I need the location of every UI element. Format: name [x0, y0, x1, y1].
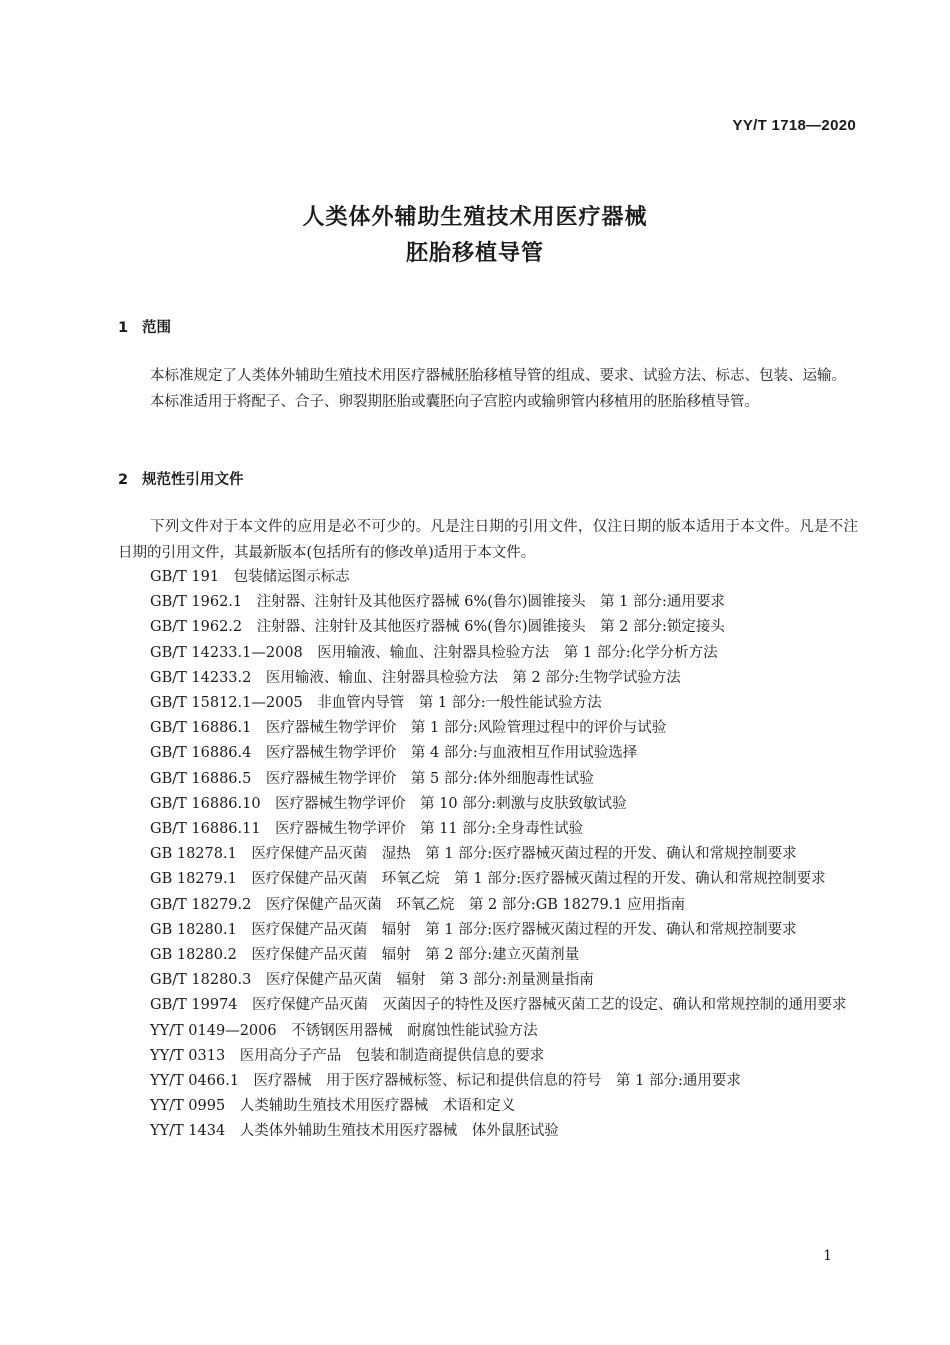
reference-code: YY/T 0995 [150, 1098, 226, 1115]
reference-code: YY/T 0149—2006 [150, 1022, 277, 1039]
reference-item [118, 893, 858, 918]
reference-item [118, 918, 858, 943]
standard-code: YY/T 1718—2020 [732, 117, 856, 134]
reference-item [118, 1119, 858, 1144]
reference-item [118, 968, 858, 993]
reference-code: GB/T 18279.2 [150, 896, 252, 913]
reference-item [118, 1094, 858, 1119]
reference-item [118, 691, 858, 716]
reference-title: 注射器、注射针及其他医疗器械 6%(鲁尔)圆锥接头 第 1 部分:通用要求 [256, 594, 725, 611]
reference-title: 医用输液、输血、注射器具检验方法 第 1 部分:化学分析方法 [317, 644, 718, 661]
reference-item [118, 741, 858, 766]
reference-item [118, 943, 858, 968]
reference-list [118, 565, 858, 1145]
reference-title: 医用输液、输血、注射器具检验方法 第 2 部分:生物学试验方法 [265, 669, 681, 686]
reference-item [118, 1044, 858, 1069]
reference-title: 医用高分子产品 包装和制造商提供信息的要求 [239, 1047, 545, 1064]
paragraph: 下列文件对于本文件的应用是必不可少的。凡是注日期的引用文件，仅注日期的版本适用于本文件。凡是不注日期的引用文件，其最新版本(包括所有的修改单)适用于本文件。 [118, 519, 858, 561]
document-title-line2: 胚胎移植导管 [405, 241, 544, 266]
reference-item [118, 993, 858, 1018]
paragraph: 本标准规定了人类体外辅助生殖技术用医疗器械胚胎移植导管的组成、要求、试验方法、标志、包装、运输。 [150, 368, 846, 384]
reference-code: GB/T 14233.2 [150, 669, 252, 686]
reference-item [118, 792, 858, 817]
section-2-intro [118, 515, 858, 566]
reference-item [118, 1019, 858, 1044]
reference-code: GB/T 15812.1—2005 [150, 695, 303, 712]
section-number: 2 [118, 472, 129, 488]
reference-title: 非血管内导管 第 1 部分:一般性能试验方法 [317, 695, 602, 712]
reference-item [118, 767, 858, 792]
section-1-body [118, 364, 858, 415]
reference-code: GB/T 16886.11 [150, 821, 261, 838]
reference-title: 医疗器械生物学评价 第 11 部分:全身毒性试验 [275, 821, 584, 838]
reference-title: 医疗器械生物学评价 第 4 部分:与血液相互作用试验选择 [265, 745, 638, 762]
reference-title: 不锈钢医用器械 耐腐蚀性能试验方法 [291, 1022, 538, 1039]
reference-title: 医疗保健产品灭菌 湿热 第 1 部分:医疗器械灭菌过程的开发、确认和常规控制要求 [251, 846, 797, 863]
reference-code: GB/T 1962.2 [150, 619, 243, 636]
reference-item [118, 817, 858, 842]
reference-code: YY/T 1434 [150, 1123, 226, 1140]
document-title-line1: 人类体外辅助生殖技术用医疗器械 [302, 205, 648, 230]
reference-code: GB/T 16886.10 [150, 795, 261, 812]
reference-code: GB/T 18280.3 [150, 972, 252, 989]
reference-code: GB 18278.1 [150, 846, 237, 863]
reference-title: 人类体外辅助生殖技术用医疗器械 体外鼠胚试验 [239, 1123, 559, 1140]
reference-title: 医疗器械生物学评价 第 10 部分:刺激与皮肤致敏试验 [275, 795, 627, 812]
reference-title: 医疗保健产品灭菌 环氧乙烷 第 1 部分:医疗器械灭菌过程的开发、确认和常规控制要求 [251, 871, 826, 888]
reference-title: 注射器、注射针及其他医疗器械 6%(鲁尔)圆锥接头 第 2 部分:锁定接头 [256, 619, 725, 636]
reference-item [118, 1069, 858, 1094]
reference-item [118, 842, 858, 867]
reference-code: GB/T 16886.1 [150, 720, 252, 737]
reference-code: YY/T 0313 [150, 1047, 226, 1064]
reference-title: 医疗保健产品灭菌 辐射 第 2 部分:建立灭菌剂量 [251, 947, 580, 964]
reference-title: 人类辅助生殖技术用医疗器械 术语和定义 [239, 1098, 516, 1115]
reference-title: 医疗保健产品灭菌 辐射 第 3 部分:剂量测量指南 [265, 972, 594, 989]
reference-code: GB/T 191 [150, 569, 220, 585]
section-number: 1 [118, 320, 129, 336]
section-title: 规范性引用文件 [142, 472, 244, 488]
reference-title: 包装储运图示标志 [233, 569, 350, 585]
section-2-heading [118, 468, 244, 489]
section-1-heading [118, 316, 171, 337]
reference-item [118, 615, 858, 640]
reference-item [118, 590, 858, 615]
reference-title: 医疗器械生物学评价 第 1 部分:风险管理过程中的评价与试验 [265, 720, 667, 737]
reference-item [118, 565, 858, 590]
reference-title: 医疗保健产品灭菌 灭菌因子的特性及医疗器械灭菌工艺的设定、确认和常规控制的通用要求 [252, 997, 847, 1014]
reference-title: 医疗器械 用于医疗器械标签、标记和提供信息的符号 第 1 部分:通用要求 [253, 1073, 741, 1090]
reference-code: GB/T 16886.5 [150, 770, 252, 787]
reference-title: 医疗器械生物学评价 第 5 部分:体外细胞毒性试验 [265, 770, 594, 787]
reference-code: GB/T 19974 [150, 997, 238, 1014]
reference-item [118, 716, 858, 741]
reference-item [118, 666, 858, 691]
reference-code: GB/T 14233.1—2008 [150, 644, 303, 661]
paragraph: 本标准适用于将配子、合子、卵裂期胚胎或囊胚向子宫腔内或输卵管内移植用的胚胎移植导管。 [150, 393, 759, 410]
reference-title: 医疗保健产品灭菌 辐射 第 1 部分:医疗器械灭菌过程的开发、确认和常规控制要求 [251, 921, 797, 938]
reference-item [118, 641, 858, 666]
reference-code: GB 18280.2 [150, 947, 237, 964]
reference-code: GB/T 16886.4 [150, 745, 252, 762]
reference-item [118, 867, 858, 892]
reference-code: YY/T 0466.1 [150, 1073, 240, 1090]
reference-code: GB/T 1962.1 [150, 594, 243, 611]
section-title: 范围 [142, 320, 171, 336]
reference-title: 医疗保健产品灭菌 环氧乙烷 第 2 部分:GB 18279.1 应用指南 [265, 896, 686, 913]
page-number: 1 [823, 1248, 832, 1264]
reference-code: GB 18280.1 [150, 921, 237, 938]
reference-code: GB 18279.1 [150, 871, 237, 888]
